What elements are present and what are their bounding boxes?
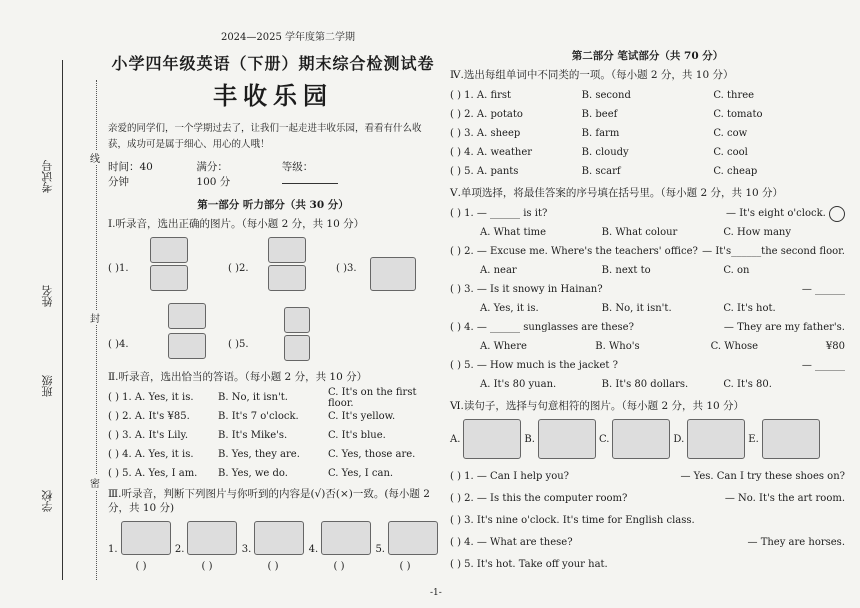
school-label: 学校	[41, 490, 54, 512]
full-score: 满分：100 分	[196, 161, 231, 188]
section-five-list	[450, 204, 845, 394]
question-row: ( ) 5. — How much is the jacket ? — ______	[450, 360, 845, 371]
options-row: A. near B. next to C. on	[480, 265, 750, 276]
cut-mark: 密	[90, 475, 100, 490]
time-limit: 时间：40 分钟	[108, 161, 153, 188]
section-four-list	[450, 86, 845, 181]
answer-paren[interactable]: ( )	[135, 561, 147, 572]
shoes-shop-picture-icon	[538, 419, 596, 459]
list-item: ( ) 4. — What are these? — They are horses.	[450, 536, 845, 548]
section-one-pictures	[108, 235, 438, 365]
list-item: ( ) 5. It's hot. Take off your hat.	[450, 558, 608, 570]
list-item: 2.	[175, 521, 238, 555]
shorts-picture-icon	[268, 237, 306, 263]
question-row: ( ) 4. — ______ sunglasses are these? — They are my father's.	[450, 322, 845, 333]
price-tag: ¥80	[825, 341, 845, 352]
exam-meta	[108, 159, 438, 189]
exam-title: 小学四年级英语（下册）期末综合检测试卷	[111, 54, 435, 73]
question-row: ( ) 3. — Is it snowy in Hainan? — ______	[450, 284, 845, 295]
list-item: ( ) 4. A. Yes, it is. B. Yes, they are. C. Yes, those are.	[108, 449, 416, 460]
list-item: ( ) 4. A. weather B. cloudy C. cool	[450, 147, 748, 158]
pants-picture-icon	[254, 521, 304, 555]
question-5: ( )5.	[228, 339, 249, 350]
list-item: ( ) 3. A. sheep B. farm C. cow	[450, 128, 748, 139]
picture-option	[284, 335, 310, 361]
rainy-cloud-icon	[168, 333, 206, 359]
question-1: ( )1.	[108, 263, 129, 274]
duck-picture-icon	[150, 265, 188, 291]
beach-picture-icon	[187, 521, 237, 555]
answer-paren[interactable]: ( )	[399, 561, 411, 572]
section-two-heading: Ⅱ.听录音，选出恰当的答语。（每小题 2 分，共 10 分）	[108, 371, 368, 383]
list-item: ( ) 1. A. Yes, it is. B. No, it isn't. C. It's on the first floor.	[108, 386, 417, 409]
tomato-picture-icon	[284, 307, 310, 333]
options-row: A. What time B. What colour C. How many	[480, 227, 792, 238]
list-item: ( ) 5. A. Yes, I am. B. Yes, we do. C. Yes, I can.	[108, 468, 394, 479]
section-six-pictures: A. B. C. D. E.	[450, 419, 845, 459]
list-item: ( ) 3. A. It's Lily. B. It's Mike's. C. It's blue.	[108, 430, 386, 441]
answer-paren[interactable]: ( )	[333, 561, 345, 572]
class-label: 班级	[41, 375, 54, 397]
picture-option	[268, 265, 306, 291]
list-item: ( ) 1. A. first B. second C. three	[450, 90, 755, 101]
room-picture-icon	[370, 257, 416, 291]
picture-option	[370, 257, 416, 291]
cut-mark: 线	[90, 150, 100, 165]
picture-option	[268, 237, 306, 263]
question-row: ( ) 1. — ______ is it? — It's eight o'clock.	[450, 204, 845, 223]
school-year: 2024—2025 学年度第二学期	[220, 32, 356, 43]
picture-option	[168, 333, 206, 359]
section-five-heading: Ⅴ.单项选择，将最佳答案的序号填在括号里。（每小题 2 分，共 10 分）	[450, 187, 784, 199]
potato-picture-icon	[284, 335, 310, 361]
section-one-heading: Ⅰ.听录音，选出正确的图片。（每小题 2 分，共 10 分）	[108, 218, 365, 230]
list-item: ( ) 1. — Can I help you? — Yes. Can I try these shoes on?	[450, 470, 845, 482]
section-six-list	[450, 465, 845, 575]
art-room-picture-icon	[762, 419, 820, 459]
part-two-heading: 第二部分 笔试部分（共 70 分）	[571, 50, 724, 62]
snowy-cloud-icon	[168, 303, 206, 329]
question-row: ( ) 2. — Excuse me. Where's the teachers' office? — It's______the second floor.	[450, 246, 845, 257]
answer-paren[interactable]: ( )	[267, 561, 279, 572]
rooster-picture-icon	[150, 237, 188, 263]
left-column	[108, 28, 438, 572]
horses-picture-icon	[612, 419, 670, 459]
options-row: A. Yes, it is. B. No, it isn't. C. It's hot.	[480, 303, 776, 314]
binding-strip	[0, 0, 110, 608]
list-item: 4.	[309, 521, 372, 555]
part-one-heading: 第一部分 听力部分（共 30 分）	[197, 199, 349, 211]
list-item: ( ) 3. It's nine o'clock. It's time for English class.	[450, 514, 695, 526]
page-number: -1-	[430, 588, 442, 598]
list-item: 1.	[108, 521, 171, 555]
classroom-picture-icon	[463, 419, 521, 459]
question-3: ( )3.	[336, 263, 357, 274]
right-column	[450, 28, 845, 575]
jacket-picture-icon	[388, 521, 438, 555]
lunch-picture-icon	[121, 521, 171, 555]
cows-picture-icon	[321, 521, 371, 555]
list-item: ( ) 2. — Is this the computer room? — No. It's the art room.	[450, 492, 845, 504]
question-2: ( )2.	[228, 263, 249, 274]
cut-mark: 封	[90, 310, 100, 325]
answer-paren[interactable]: ( )	[201, 561, 213, 572]
list-item: ( ) 2. A. It's ¥85. B. It's 7 o'clock. C. It's yellow.	[108, 411, 396, 422]
section-three-answers	[108, 561, 438, 572]
name-label: 姓名	[41, 285, 54, 307]
list-item: 5.	[375, 521, 438, 555]
options-row: A. Where B. Who's C. Whose ¥80	[480, 341, 845, 352]
picture-option	[284, 307, 310, 333]
hot-day-picture-icon	[687, 419, 745, 459]
options-row: A. It's 80 yuan. B. It's 80 dollars. C. It's 80.	[480, 379, 772, 390]
brand-title: 丰收乐园	[213, 81, 333, 110]
picture-option	[150, 237, 188, 263]
question-4: ( )4.	[108, 339, 129, 350]
shoes-picture-icon	[268, 265, 306, 291]
picture-option	[168, 303, 206, 329]
list-item: ( ) 5. A. pants B. scarf C. cheap	[450, 166, 758, 177]
section-three-heading: Ⅲ.听录音，判断下列图片与你听到的内容是(√)否(×)一致。(每小题 2 分，共 10 分)	[108, 488, 430, 514]
section-three-pictures	[108, 521, 438, 555]
section-four-heading: Ⅳ.选出每组单词中不同类的一项。（每小题 2 分，共 10 分）	[450, 69, 734, 81]
binding-line	[62, 60, 63, 580]
section-two-list	[108, 388, 438, 483]
picture-option	[150, 265, 188, 291]
grade-label: 等级：	[282, 159, 404, 189]
clock-icon	[829, 206, 845, 222]
list-item: 3.	[242, 521, 305, 555]
id-label: 考试号	[41, 160, 54, 193]
intro-text: 亲爱的同学们，一个学期过去了，让我们一起走进丰收乐园，看看有什么收获，成功可是属于细心、用心的人哦！	[108, 123, 422, 150]
grade-blank[interactable]	[282, 174, 338, 184]
section-six-heading: Ⅵ.读句子，选择与句意相符的图片。（每小题 2 分，共 10 分）	[450, 400, 745, 412]
list-item: ( ) 2. A. potato B. beef C. tomato	[450, 109, 763, 120]
